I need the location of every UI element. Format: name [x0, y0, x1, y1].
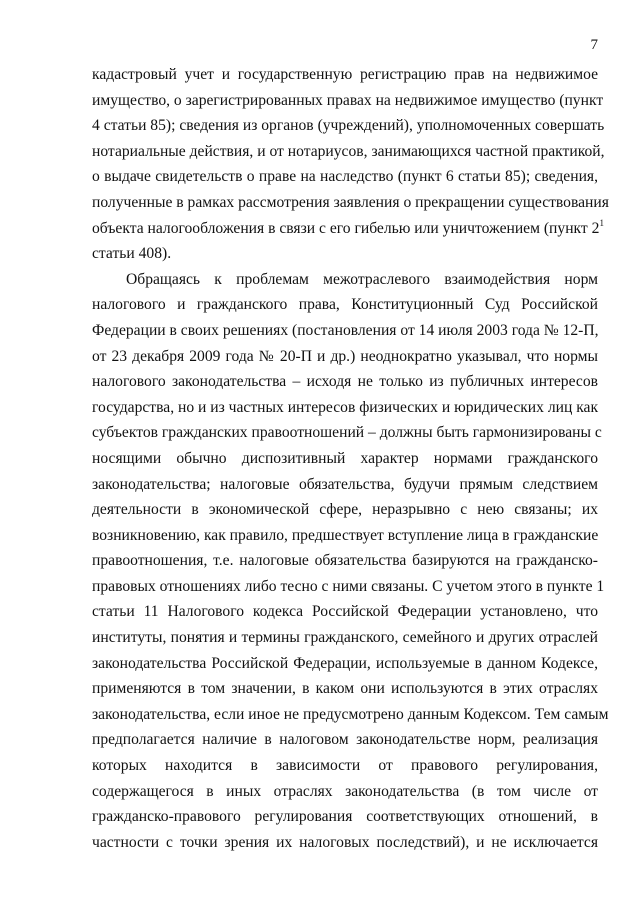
text-line — [92, 702, 609, 728]
text-line-content: государства, но и из частных интересов физических и юридических лиц как — [92, 398, 599, 416]
text-line — [92, 420, 602, 446]
text-line-content: налогового законодательства – исходя не только из публичных интересов — [92, 373, 598, 391]
text-line-content: возникновению, как правило, предшествует вступление лица в гражданские — [92, 526, 599, 544]
text-line — [92, 369, 598, 395]
text-line — [92, 830, 598, 856]
text-line-content: имущество, о зарегистрированных правах на недвижимое имущество (пункт — [92, 91, 604, 109]
text-line-content: 4 статьи 85); сведения из органов (учреждений), уполномоченных совершать — [92, 117, 605, 135]
text-line-content: Федерации в своих решениях (постановления от 14 июля 2003 года № 12-П, — [92, 321, 599, 339]
page-number: 7 — [590, 37, 598, 53]
text-line — [92, 599, 598, 625]
text-line-content: содержащегося в иных отраслях законодательства (в том числе от — [92, 782, 598, 800]
text-line-content: от 23 декабря 2009 года № 20-П и др.) неоднократно указывал, что нормы — [92, 347, 598, 365]
text-line-content: полученные в рамках рассмотрения заявления о прекращении существования — [92, 193, 609, 211]
text-line-content: деятельности в экономической сфере, неразрывно с нею связаны; их — [92, 501, 598, 519]
text-line — [92, 804, 598, 830]
text-line — [92, 113, 605, 139]
text-line — [92, 548, 598, 574]
text-line — [92, 190, 609, 216]
text-line-content: о выдаче свидетельств о праве на наследство (пункт 6 статьи 85); сведения, — [92, 168, 598, 186]
text-line — [92, 625, 598, 651]
text-line — [92, 446, 598, 472]
text-line — [92, 62, 598, 88]
superscript: 1 — [599, 217, 604, 228]
text-line — [92, 779, 598, 805]
text-line-content: законодательства Российской Федерации, используемые в данном Кодексе, — [92, 654, 598, 672]
text-line-content: Обращаясь к проблемам межотраслевого взаимодействия норм — [126, 270, 598, 288]
text-line-content: налогового и гражданского права, Конституционный Суд Российской — [92, 296, 598, 314]
text-line-content: законодательства, если иное не предусмотрено данным Кодексом. Тем самым — [92, 705, 609, 723]
text-line — [92, 651, 598, 677]
text-line-content: правовых отношениях либо тесно с ними связаны. С учетом этого в пункте 1 — [92, 577, 605, 595]
text-line-content: институты, понятия и термины гражданского, семейного и других отраслей — [92, 629, 598, 647]
text-line — [92, 472, 598, 498]
text-line — [92, 727, 598, 753]
text-line — [92, 164, 598, 190]
text-line-content: которых находится в зависимости от правового регулирования, — [92, 757, 598, 775]
text-line — [92, 753, 598, 779]
text-line-content: частности с точки зрения их налоговых последствий), и не исключается — [92, 833, 598, 851]
text-line-content: гражданско-правового регулирования соответствующих отношений, в — [92, 808, 598, 826]
text-line — [92, 241, 598, 267]
text-line-content: нотариальные действия, и от нотариусов, занимающихся частной практикой, — [92, 142, 605, 160]
text-line — [92, 344, 598, 370]
text-line-content: предполагается наличие в налоговом законодательстве норм, реализация — [92, 731, 598, 749]
text-line — [92, 395, 598, 421]
text-line — [92, 318, 598, 344]
text-line — [92, 676, 598, 702]
text-line — [92, 292, 598, 318]
text-line — [92, 139, 605, 165]
body-text — [92, 62, 609, 855]
text-line-content: статьи 408). — [92, 245, 172, 263]
text-line-content: носящими обычно диспозитивный характер нормами гражданского — [92, 449, 598, 467]
text-line-content: статьи 11 Налогового кодекса Российской Федерации установлено, что — [92, 603, 598, 621]
text-line-content: субъектов гражданских правоотношений – должны быть гармонизированы с — [92, 424, 602, 442]
text-line-content: объекта налогообложения в связи с его гибелью или уничтожением (пункт 2 — [92, 219, 600, 237]
text-line — [92, 574, 605, 600]
text-line — [92, 216, 604, 242]
text-line — [92, 497, 598, 523]
text-line — [92, 88, 604, 114]
text-line-content: применяются в том значении, в каком они используются в этих отраслях — [92, 680, 598, 698]
text-line-content: кадастровый учет и государственную регистрацию прав на недвижимое — [92, 66, 598, 83]
text-line-content: правоотношения, т.е. налоговые обязательства базируются на гражданско- — [92, 552, 598, 570]
text-line — [92, 267, 598, 293]
text-line — [92, 523, 598, 549]
text-line-content: законодательства; налоговые обязательства, будучи прямым следствием — [92, 475, 598, 493]
